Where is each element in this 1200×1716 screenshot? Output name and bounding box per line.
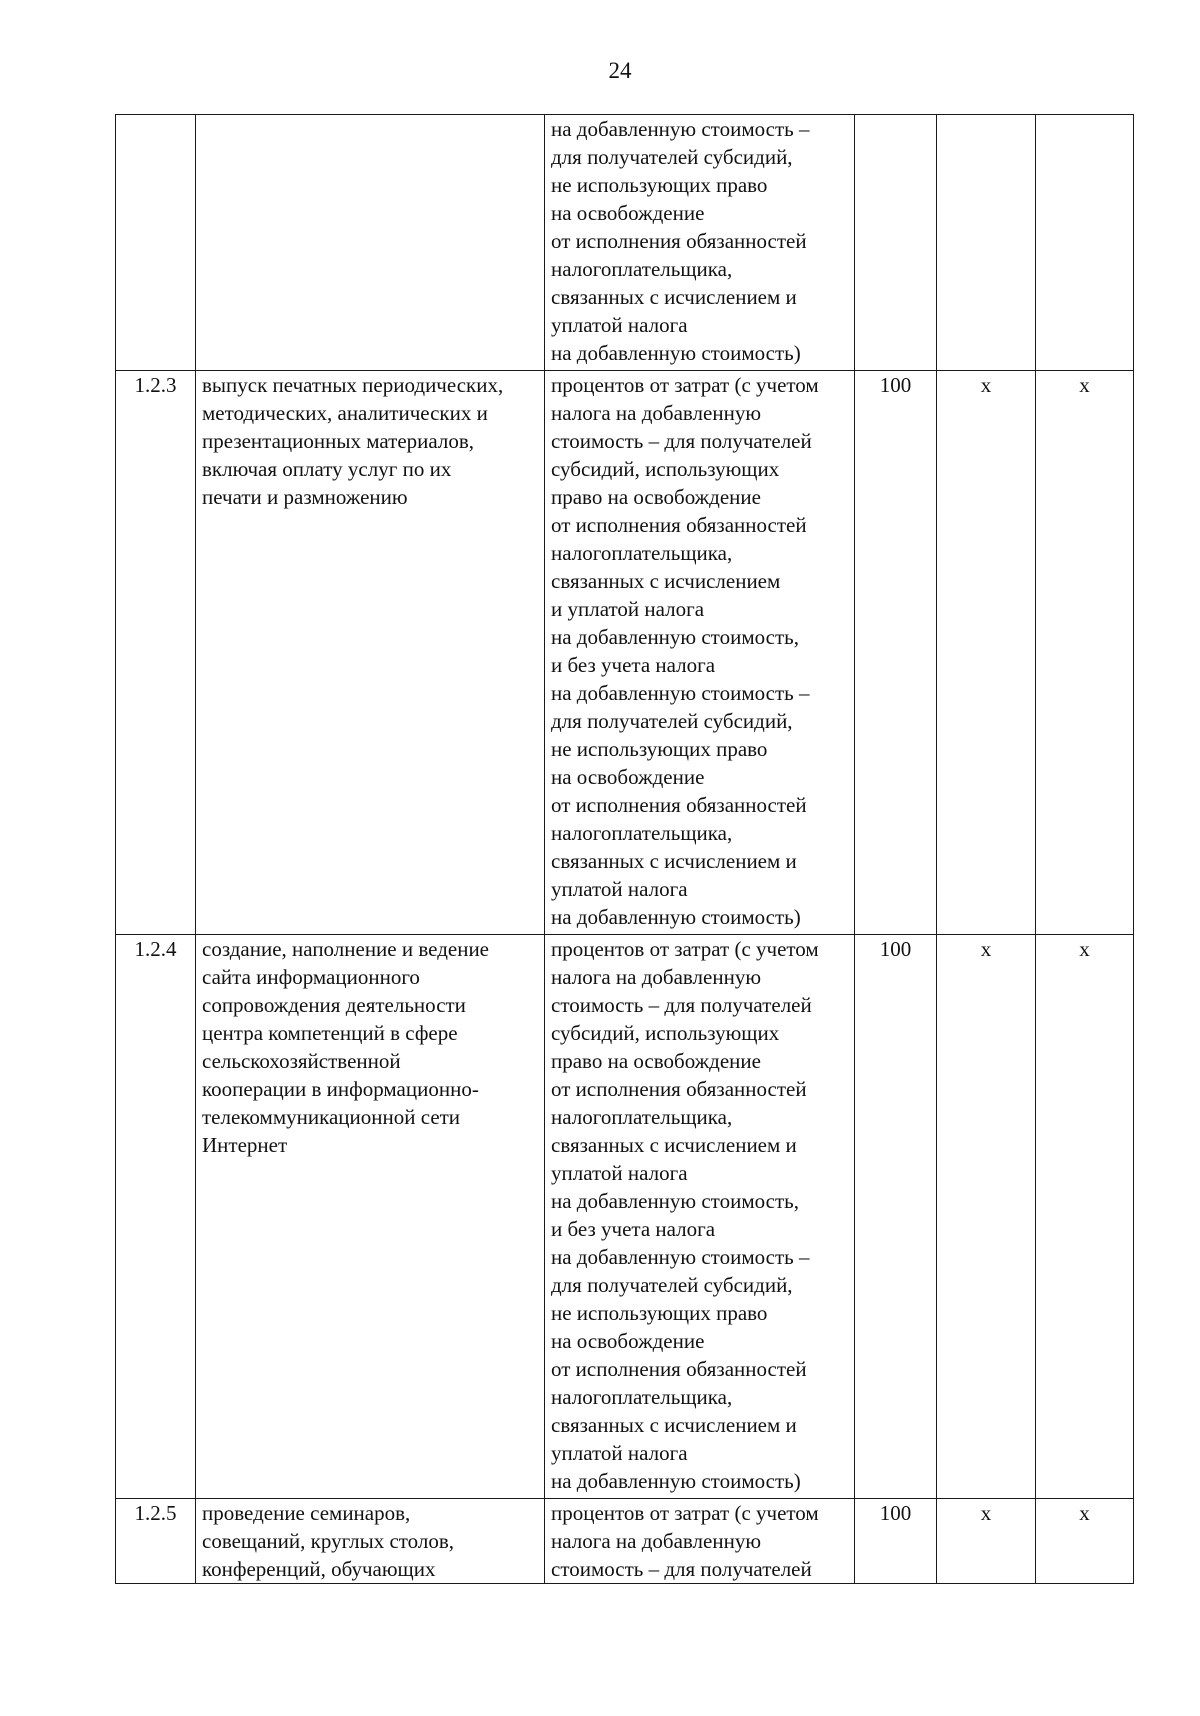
unit-line: на добавленную стоимость – (551, 117, 810, 141)
row-value-cell: 100 (855, 935, 937, 1499)
unit-line: от исполнения обязанностей (551, 513, 807, 537)
unit-line: налога на добавленную (551, 965, 762, 989)
unit-line: от исполнения обязанностей (551, 229, 807, 253)
row-column-5-cell: х (937, 935, 1036, 1499)
unit-line: стоимость – для получателей (551, 993, 812, 1017)
name-line: методических, аналитических и (202, 401, 488, 425)
row-unit-cell (545, 371, 855, 935)
unit-line: для получателей субсидий, (551, 145, 793, 169)
row-number-cell: 1.2.5 (116, 1499, 196, 1584)
row-column-6-cell: х (1036, 935, 1134, 1499)
unit-line: процентов от затрат (с учетом (551, 937, 819, 961)
unit-line: субсидий, использующих (551, 457, 780, 481)
unit-line: и без учета налога (551, 1217, 716, 1241)
unit-line: на добавленную стоимость, (551, 1189, 799, 1213)
unit-line: не использующих право (551, 173, 768, 197)
unit-line: налогоплательщика, (551, 541, 733, 565)
row-column-6-cell: х (1036, 1499, 1134, 1584)
name-line: проведение семинаров, (202, 1501, 411, 1525)
unit-line: на добавленную стоимость, (551, 625, 799, 649)
unit-line: уплатой налога (551, 1161, 688, 1185)
table-row (116, 1499, 1134, 1584)
unit-line: не использующих право (551, 1301, 768, 1325)
unit-line: налогоплательщика, (551, 257, 733, 281)
row-value-cell: 100 (855, 371, 937, 935)
unit-line: процентов от затрат (с учетом (551, 1501, 819, 1525)
name-line: сопровождения деятельности (202, 993, 466, 1017)
unit-line: от исполнения обязанностей (551, 1077, 807, 1101)
unit-line: стоимость – для получателей (551, 429, 812, 453)
unit-line: на добавленную стоимость) (551, 1469, 801, 1493)
unit-line: связанных с исчислением и (551, 285, 797, 309)
name-line: презентационных материалов, (202, 429, 475, 453)
table-row (116, 115, 1134, 371)
name-line: сайта информационного (202, 965, 420, 989)
unit-line: на освобождение (551, 201, 705, 225)
unit-line: на освобождение (551, 765, 705, 789)
unit-line: на добавленную стоимость) (551, 905, 801, 929)
name-line: кооперации в информационно- (202, 1077, 479, 1101)
name-line: сельскохозяйственной (202, 1049, 401, 1073)
unit-line: налога на добавленную (551, 1529, 762, 1553)
row-unit-cell (545, 115, 855, 371)
row-number-cell (116, 115, 196, 371)
unit-line: право на освобождение (551, 485, 761, 509)
row-column-5-cell (937, 115, 1036, 371)
unit-line: субсидий, использующих (551, 1021, 780, 1045)
unit-line: налогоплательщика, (551, 1385, 733, 1409)
row-unit-cell (545, 935, 855, 1499)
unit-line: уплатой налога (551, 877, 688, 901)
unit-line: от исполнения обязанностей (551, 793, 807, 817)
row-name-cell (196, 935, 545, 1499)
row-column-6-cell (1036, 115, 1134, 371)
row-column-5-cell: х (937, 1499, 1036, 1584)
unit-line: на добавленную стоимость) (551, 341, 801, 365)
unit-line: уплатой налога (551, 1441, 688, 1465)
row-number-cell: 1.2.3 (116, 371, 196, 935)
page-number: 24 (608, 58, 632, 83)
unit-line: для получателей субсидий, (551, 709, 793, 733)
unit-line: налогоплательщика, (551, 821, 733, 845)
name-line: создание, наполнение и ведение (202, 937, 489, 961)
unit-line: от исполнения обязанностей (551, 1357, 807, 1381)
unit-line: стоимость – для получателей (551, 1557, 812, 1581)
table-row (116, 935, 1134, 1499)
unit-line: право на освобождение (551, 1049, 761, 1073)
row-unit-cell (545, 1499, 855, 1584)
unit-line: уплатой налога (551, 313, 688, 337)
unit-line: на добавленную стоимость – (551, 1245, 810, 1269)
table-body (116, 115, 1134, 1584)
unit-line: связанных с исчислением и (551, 1133, 797, 1157)
unit-line: на освобождение (551, 1329, 705, 1353)
row-name-cell (196, 1499, 545, 1584)
unit-line: налога на добавленную (551, 401, 762, 425)
row-number-cell: 1.2.4 (116, 935, 196, 1499)
name-line: печати и размножению (202, 485, 408, 509)
name-line: включая оплату услуг по их (202, 457, 452, 481)
unit-line: процентов от затрат (с учетом (551, 373, 819, 397)
table-row (116, 371, 1134, 935)
unit-line: не использующих право (551, 737, 768, 761)
unit-line: связанных с исчислением (551, 569, 781, 593)
unit-line: налогоплательщика, (551, 1105, 733, 1129)
unit-line: на добавленную стоимость – (551, 681, 810, 705)
name-line: выпуск печатных периодических, (202, 373, 504, 397)
name-line: телекоммуникационной сети (202, 1105, 461, 1129)
unit-line: и без учета налога (551, 653, 716, 677)
row-column-6-cell: х (1036, 371, 1134, 935)
unit-line: и уплатой налога (551, 597, 705, 621)
name-line: Интернет (202, 1133, 288, 1157)
row-name-cell (196, 115, 545, 371)
name-line: совещаний, круглых столов, (202, 1529, 455, 1553)
name-line: конференций, обучающих (202, 1557, 436, 1581)
unit-line: связанных с исчислением и (551, 1413, 797, 1437)
row-name-cell (196, 371, 545, 935)
row-column-5-cell: х (937, 371, 1036, 935)
row-value-cell: 100 (855, 1499, 937, 1584)
row-value-cell (855, 115, 937, 371)
unit-line: для получателей субсидий, (551, 1273, 793, 1297)
subsidy-table (115, 114, 1134, 1584)
name-line: центра компетенций в сфере (202, 1021, 458, 1045)
unit-line: связанных с исчислением и (551, 849, 797, 873)
